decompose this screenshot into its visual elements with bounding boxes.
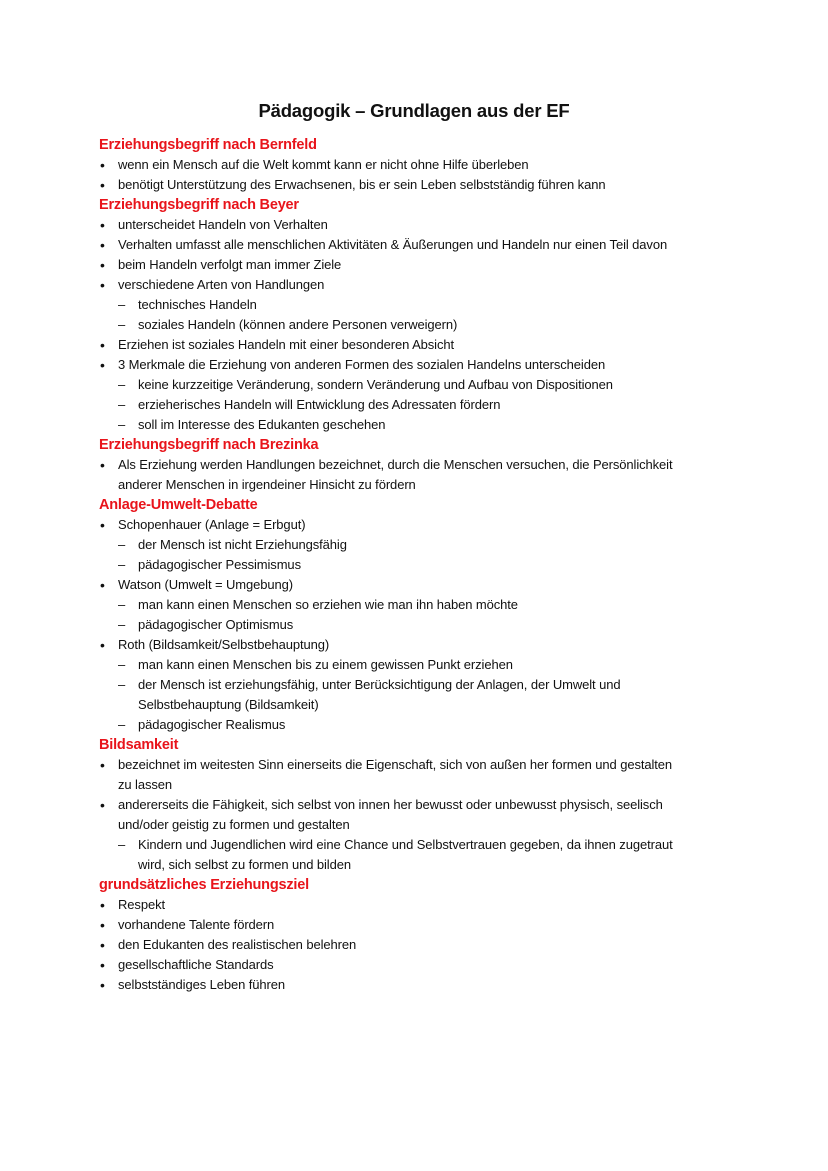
item-text: anderer Menschen in irgendeiner Hinsicht zu fördern (118, 477, 416, 492)
dash-icon: – (118, 537, 126, 552)
dash-icon: – (118, 297, 126, 312)
bullet-item (99, 635, 759, 655)
bullet-icon: • (100, 917, 105, 933)
dash-icon: – (118, 717, 126, 732)
item-text: Erziehen ist soziales Handeln mit einer besonderen Absicht (118, 337, 455, 352)
item-text: gesellschaftliche Standards (118, 957, 274, 972)
section-heading: Bildsamkeit (99, 737, 179, 753)
sub-item (99, 615, 759, 635)
bullet-item (99, 215, 759, 235)
bullet-icon: • (100, 257, 105, 273)
item-text: Kindern und Jugendlichen wird eine Chance und Selbstvertrauen gegeben, da ihnen zugetraut (138, 837, 673, 852)
item-text: Selbstbehauptung (Bildsamkeit) (138, 697, 319, 712)
bullet-item (99, 275, 759, 295)
section-heading: Erziehungsbegriff nach Bernfeld (99, 137, 317, 153)
item-text: pädagogischer Pessimismus (138, 557, 301, 572)
sub-item (99, 395, 759, 415)
item-text: wird, sich selbst zu formen und bilden (138, 857, 351, 872)
item-text: pädagogischer Realismus (138, 717, 286, 732)
document-body (99, 135, 759, 995)
item-text: bezeichnet im weitesten Sinn einerseits die Eigenschaft, sich von außen her formen und gestalten (118, 757, 673, 772)
item-text: zu lassen (118, 777, 173, 792)
item-text: der Mensch ist erziehungsfähig, unter Berücksichtigung der Anlagen, der Umwelt und (138, 677, 621, 692)
item-text: verschiedene Arten von Handlungen (118, 277, 325, 292)
sub-item (99, 555, 759, 575)
page-title: Pädagogik – Grundlagen aus der EF (258, 100, 570, 121)
bullet-icon: • (100, 157, 105, 173)
dash-icon: – (118, 317, 126, 332)
section-heading: Anlage-Umwelt-Debatte (99, 497, 258, 513)
sub-item (99, 535, 759, 555)
item-text: Roth (Bildsamkeit/Selbstbehauptung) (118, 637, 330, 652)
dash-icon: – (118, 557, 126, 572)
bullet-icon: • (100, 237, 105, 253)
item-text: technisches Handeln (138, 297, 257, 312)
item-text: den Edukanten des realistischen belehren (118, 937, 357, 952)
bullet-icon: • (100, 577, 105, 593)
item-text: beim Handeln verfolgt man immer Ziele (118, 257, 342, 272)
bullet-item (99, 515, 759, 535)
bullet-icon: • (100, 897, 105, 913)
item-text: man kann einen Menschen bis zu einem gewissen Punkt erziehen (138, 657, 513, 672)
dash-icon: – (118, 837, 126, 852)
item-text: benötigt Unterstützung des Erwachsenen, bis er sein Leben selbstständig führen kann (118, 177, 606, 192)
section (99, 735, 759, 875)
bullet-icon: • (100, 337, 105, 353)
bullet-item (99, 155, 759, 175)
sub-item (99, 655, 759, 675)
sub-item (99, 595, 759, 615)
bullet-icon: • (100, 277, 105, 293)
dash-icon: – (118, 597, 126, 612)
bullet-item (99, 455, 759, 495)
section-heading: grundsätzliches Erziehungsziel (99, 877, 309, 893)
section (99, 875, 759, 995)
bullet-item (99, 575, 759, 595)
item-text: soziales Handeln (können andere Personen verweigern) (138, 317, 458, 332)
sub-item (99, 375, 759, 395)
bullet-item (99, 235, 759, 255)
dash-icon: – (118, 417, 126, 432)
bullet-icon: • (100, 937, 105, 953)
bullet-item (99, 335, 759, 355)
item-text: Schopenhauer (Anlage = Erbgut) (118, 517, 306, 532)
item-text: Respekt (118, 897, 165, 912)
item-text: pädagogischer Optimismus (138, 617, 294, 632)
item-text: andererseits die Fähigkeit, sich selbst von innen her bewusst oder unbewusst physisch, seelisch (118, 797, 663, 812)
item-text: man kann einen Menschen so erziehen wie man ihn haben möchte (138, 597, 518, 612)
dash-icon: – (118, 377, 126, 392)
item-text: soll im Interesse des Edukanten geschehen (138, 417, 386, 432)
item-text: selbstständiges Leben führen (118, 977, 286, 992)
section (99, 195, 759, 435)
bullet-icon: • (100, 797, 105, 813)
bullet-icon: • (100, 217, 105, 233)
bullet-icon: • (100, 957, 105, 973)
sub-item (99, 715, 759, 735)
dash-icon: – (118, 617, 126, 632)
bullet-icon: • (100, 177, 105, 193)
dash-icon: – (118, 657, 126, 672)
bullet-icon: • (100, 517, 105, 533)
bullet-icon: • (100, 457, 105, 473)
sub-item (99, 675, 759, 715)
bullet-icon: • (100, 757, 105, 773)
bullet-item (99, 175, 759, 195)
bullet-item (99, 895, 759, 915)
bullet-item (99, 935, 759, 955)
item-text: erzieherisches Handeln will Entwicklung des Adressaten fördern (138, 397, 501, 412)
bullet-item (99, 795, 759, 835)
item-text: Verhalten umfasst alle menschlichen Aktivitäten & Äußerungen und Handeln nur einen Teil davon (118, 237, 668, 252)
section (99, 495, 759, 735)
bullet-icon: • (100, 637, 105, 653)
dash-icon: – (118, 397, 126, 412)
item-text: keine kurzzeitige Veränderung, sondern Veränderung und Aufbau von Dispositionen (138, 377, 613, 392)
bullet-item (99, 915, 759, 935)
bullet-icon: • (100, 977, 105, 993)
item-text: der Mensch ist nicht Erziehungsfähig (138, 537, 347, 552)
section (99, 135, 759, 195)
bullet-item (99, 755, 759, 795)
item-text: Watson (Umwelt = Umgebung) (118, 577, 294, 592)
item-text: vorhandene Talente fördern (118, 917, 275, 932)
sub-item (99, 835, 759, 875)
sub-item (99, 315, 759, 335)
bullet-icon: • (100, 357, 105, 373)
bullet-item (99, 955, 759, 975)
section-heading: Erziehungsbegriff nach Brezinka (99, 437, 319, 453)
sub-item (99, 415, 759, 435)
item-text: und/oder geistig zu formen und gestalten (118, 817, 350, 832)
item-text: 3 Merkmale die Erziehung von anderen Formen des sozialen Handelns unterscheiden (118, 357, 606, 372)
item-text: wenn ein Mensch auf die Welt kommt kann er nicht ohne Hilfe überleben (118, 157, 529, 172)
section-heading: Erziehungsbegriff nach Beyer (99, 197, 299, 213)
sub-item (99, 295, 759, 315)
bullet-item (99, 975, 759, 995)
dash-icon: – (118, 677, 126, 692)
section (99, 435, 759, 495)
bullet-item (99, 355, 759, 375)
bullet-item (99, 255, 759, 275)
item-text: unterscheidet Handeln von Verhalten (118, 217, 328, 232)
item-text: Als Erziehung werden Handlungen bezeichnet, durch die Menschen versuchen, die Persönlichkeit (118, 457, 673, 472)
